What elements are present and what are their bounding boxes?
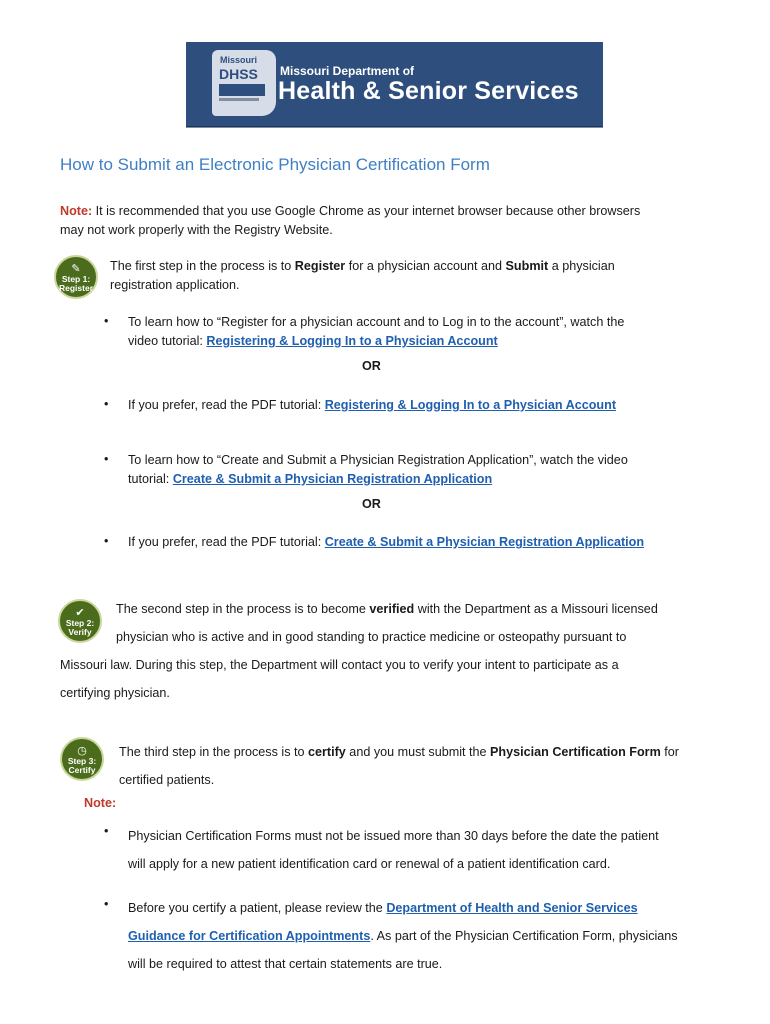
bullet: • — [104, 314, 109, 328]
department-line: Missouri Department of — [280, 64, 415, 78]
dhss-guidance-link-cont[interactable]: Guidance for Certification Appointments — [128, 929, 371, 943]
bullet: • — [104, 452, 109, 466]
page-title: How to Submit an Electronic Physician Certification Form — [60, 155, 490, 174]
step3-note-label: Note: — [84, 796, 117, 810]
application-video-link[interactable]: Create & Submit a Physician Registration Application — [172, 472, 493, 486]
missouri-state-logo — [212, 50, 276, 116]
register-login-video-link[interactable]: Registering & Logging In to a Physician Account — [206, 334, 498, 348]
step2-text: The second step in the process is to become verified with the Department as a Missouri licensed physician who is active and in good standing to practice medicine or osteopathy pursuant to — [116, 602, 658, 644]
edit-icon: ✎ — [71, 263, 81, 275]
logo-dhss-label: DHSS — [219, 66, 258, 82]
or-separator: OR — [362, 359, 381, 373]
register-login-pdf-link[interactable]: Registering & Logging In to a Physician Account — [324, 398, 617, 412]
step2-text-cont: Missouri law. During this step, the Department will contact you to verify your intent to participate as a certifying physician. — [60, 658, 619, 700]
department-name: Health & Senior Services — [278, 77, 579, 105]
logo-state-label: Missouri — [220, 55, 258, 65]
bullet: • — [104, 897, 109, 911]
step1-bullet-application-pdf: If you prefer, read the PDF tutorial: Create & Submit a Physician Registration Application — [128, 535, 645, 549]
step1-register-badge: ✎ Step 1: Register — [54, 255, 98, 299]
step1-bullet-register-video: To learn how to “Register for a physician account and to Log in to the account”, watch the video tutorial: Registering & Logging In to a Physician Account — [128, 315, 625, 348]
bullet: • — [104, 824, 109, 838]
application-pdf-link[interactable]: Create & Submit a Physician Registration Application — [324, 535, 645, 549]
step3-note-issue-window: Physician Certification Forms must not be issued more than 30 days before the date the patient will apply for a new patient identification card or renewal of a patient identification card. — [128, 829, 659, 871]
step3-note-guidance: Before you certify a patient, please review the Department of Health and Senior Services Guidance for Certification Appointments. As part of the Physician Certification Form, physicians will be required to attest that certain statements are true. — [128, 901, 678, 971]
step1-bullet-register-pdf: If you prefer, read the PDF tutorial: Registering & Logging In to a Physician Account — [128, 398, 617, 412]
step1-intro: The first step in the process is to Register for a physician account and Submit a physician registration application. — [110, 259, 615, 292]
checkmark-icon: ✔ — [75, 607, 85, 619]
step3-certify-badge: ◷ Step 3: Certify — [60, 737, 104, 781]
bullet: • — [104, 534, 109, 548]
or-separator: OR — [362, 497, 381, 511]
bullet: • — [104, 397, 109, 411]
note-label: Note: — [60, 204, 93, 218]
step2-verify-badge: ✔ Step 2: Verify — [58, 599, 102, 643]
step1-bullet-application-video: To learn how to “Create and Submit a Physician Registration Application”, watch the video tutorial: Create & Submit a Physician Registration Application — [128, 453, 628, 486]
dhss-guidance-link[interactable]: Department of Health and Senior Services — [386, 901, 638, 915]
clock-icon: ◷ — [77, 745, 87, 757]
step3-text: The third step in the process is to certify and you must submit the Physician Certification Form for certified patients. — [119, 745, 679, 787]
banner-underline — [186, 127, 603, 128]
browser-note: Note: It is recommended that you use Google Chrome as your internet browser because other browsers may not work properly with the Registry Website. — [60, 204, 641, 237]
